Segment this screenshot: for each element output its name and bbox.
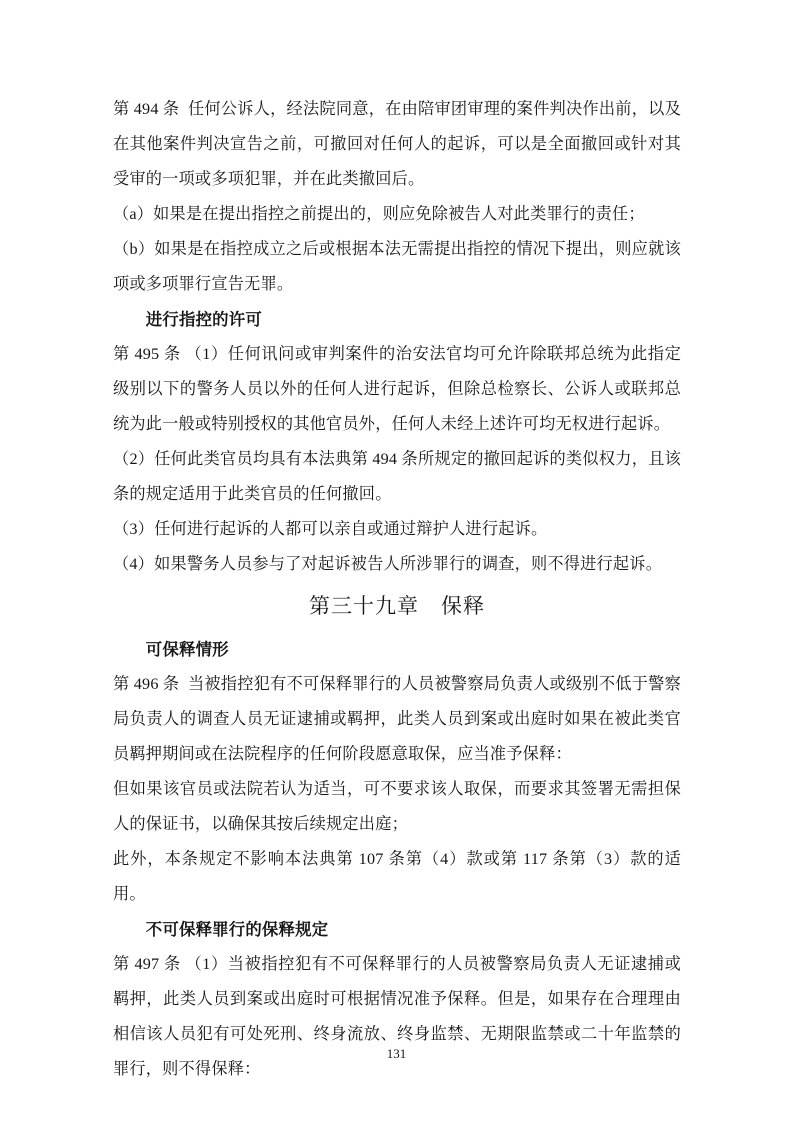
document-content <box>113 92 681 1087</box>
clause-b: （b）如果是在指控成立之后或根据本法无需提出指控的情况下提出，则应就该项或多项罪行宣告无罪。 <box>113 240 681 293</box>
paragraph-section-496: 第 496 条 当被指控犯有不可保释罪行的人员被警察局负责人或级别不低于警察局负责人的调查人员无证逮捕或羁押，此类人员到案或出庭时如果在被此类官员羁押期间或在法院程序的任何阶段愿意取保，应当准予保释： <box>113 675 681 763</box>
paragraph-section-495-4: （4）如果警务人员参与了对起诉被告人所涉罪行的调查，则不得进行起诉。 <box>113 555 663 573</box>
section-heading-nonbailable-bail-rules: 不可保释罪行的保释规定 <box>145 920 329 939</box>
section-heading-permission-to-prosecute: 进行指控的许可 <box>145 310 262 329</box>
paragraph-section-495-1: 第 495 条 （1）任何讯问或审判案件的治安法官均可允许除联邦总统为此指定级别以下的警务人员以外的任何人进行起诉，但除总检察长、公诉人或联邦总统为此一般或特别授权的其他官员外，任何人未经上述许可均无权进行起诉。 <box>113 345 681 433</box>
chapter-heading: 第三十九章 保释 <box>309 594 485 618</box>
paragraph-section-496-proviso: 但如果该官员或法院若认为适当，可不要求该人取保，而要求其签署无需担保人的保证书，以确保其按后续规定出庭； <box>113 780 681 833</box>
paragraph-section-495-3: （3）任何进行起诉的人都可以亲自或通过辩护人进行起诉。 <box>113 520 548 538</box>
paragraph-section-497-1: 第 497 条 （1）当被指控犯有不可保释罪行的人员被警察局负责人无证逮捕或羁押，此类人员到案或出庭时可根据情况准予保释。但是，如果存在合理理由相信该人员犯有可处死刑、终身流放、终身监禁、无期限监禁或二十年监禁的罪行，则不得保释： <box>113 955 681 1078</box>
section-heading-bailable-cases: 可保释情形 <box>145 640 229 659</box>
paragraph-section-496-further: 此外，本条规定不影响本法典第 107 条第（4）款或第 117 条第（3）款的适用。 <box>113 850 681 903</box>
paragraph-section-494: 第 494 条 任何公诉人，经法院同意，在由陪审团审理的案件判决作出前，以及在其他案件判决宣告之前，可撤回对任何人的起诉，可以是全面撤回或针对其受审的一项或多项犯罪，并在此类撤回后。 <box>113 100 681 188</box>
clause-a: （a）如果是在提出指控之前提出的，则应免除被告人对此类罪行的责任； <box>113 205 645 223</box>
page-number: 131 <box>386 1046 407 1061</box>
paragraph-section-495-2: （2）任何此类官员均具有本法典第 494 条所规定的撤回起诉的类似权力，且该条的规定适用于此类官员的任何撤回。 <box>113 450 681 503</box>
